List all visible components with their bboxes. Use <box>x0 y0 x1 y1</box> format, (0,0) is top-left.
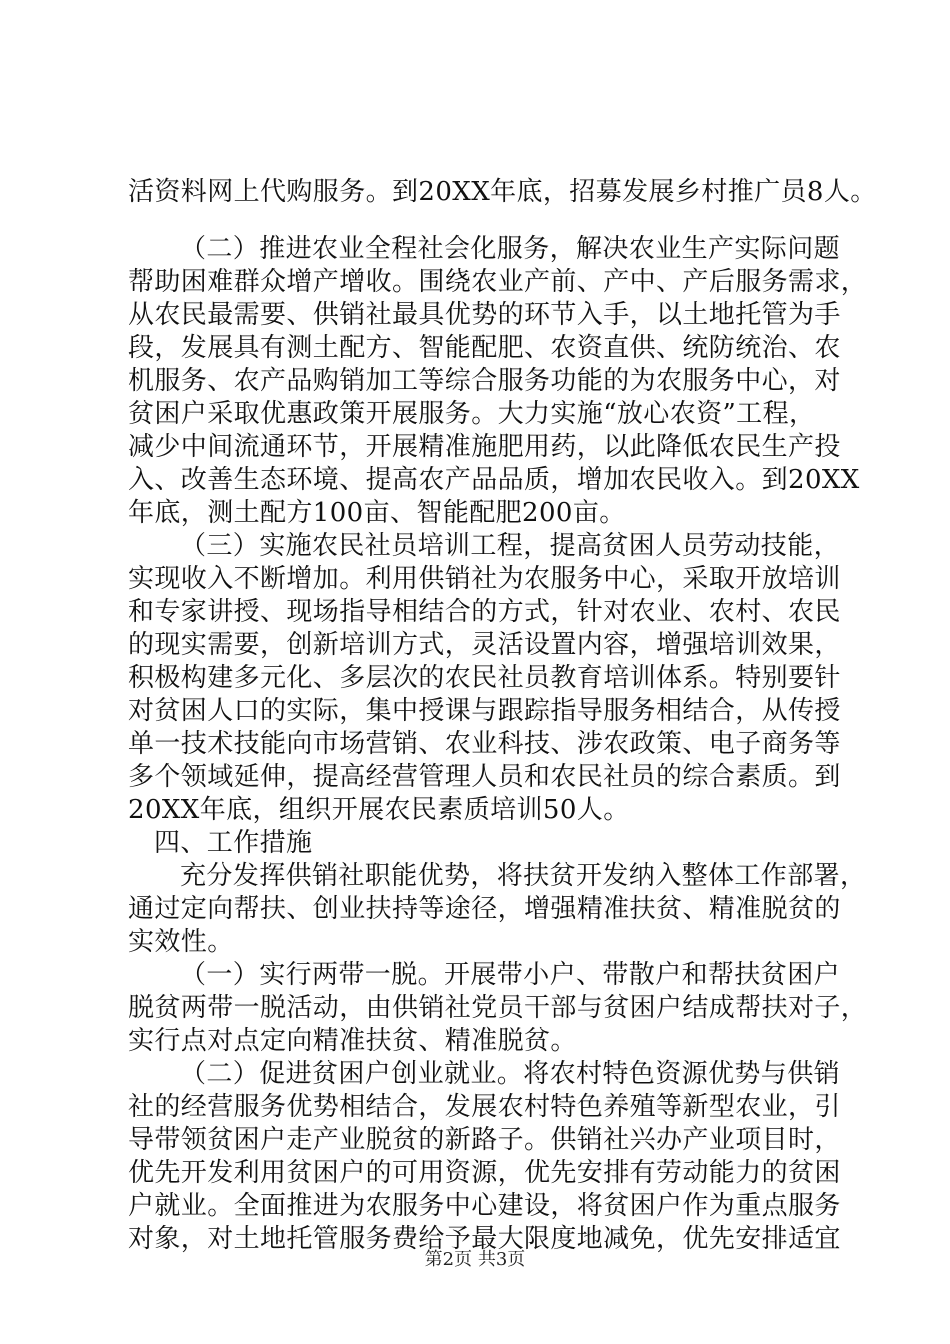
document-body <box>128 176 877 1256</box>
text-line: 活资料网上代购服务。到20XX年底，招募发展乡村推广员8人。 <box>128 177 877 207</box>
text-line: （三）实施农民社员培训工程，提高贫困人员劳动技能， <box>180 531 841 561</box>
text-line: 多个领域延伸，提高经营管理人员和农民社员的综合素质。到 <box>128 762 841 792</box>
text-line: 段，发展具有测土配方、智能配肥、农资直供、统防统治、农 <box>128 333 841 363</box>
text-line: （一）实行两带一脱。开展带小户、带散户和帮扶贫困户 <box>180 960 841 990</box>
text-line: 导带领贫困户走产业脱贫的新路子。供销社兴办产业项目时， <box>128 1125 841 1155</box>
page-number-footer: 第2页 共3页 <box>424 1249 526 1270</box>
text-line: （二）促进贫困户创业就业。将农村特色资源优势与供销 <box>180 1059 841 1089</box>
text-line: 对贫困人口的实际，集中授课与跟踪指导服务相结合，从传授 <box>128 696 841 726</box>
text-line: 减少中间流通环节，开展精准施肥用药，以此降低农民生产投 <box>128 432 841 462</box>
text-line: 贫困户采取优惠政策开展服务。大力实施“放心农资”工程， <box>128 399 816 429</box>
text-line: 从农民最需要、供销社最具优势的环节入手，以土地托管为手 <box>128 300 841 330</box>
paragraph-gap <box>128 209 828 233</box>
text-line: （二）推进农业全程社会化服务，解决农业生产实际问题 <box>180 234 841 264</box>
paragraph-measure-two <box>128 1058 841 1256</box>
text-line: 的现实需要，创新培训方式，灵活设置内容，增强培训效果， <box>128 630 841 660</box>
text-line: 实现收入不断增加。利用供销社为农服务中心，采取开放培训 <box>128 564 841 594</box>
text-line: 户就业。全面推进为农服务中心建设，将贫困户作为重点服务 <box>128 1191 841 1221</box>
paragraph-measure-one <box>128 959 868 1058</box>
text-line: 社的经营服务优势相结合，发展农村特色养殖等新型农业，引 <box>128 1092 841 1122</box>
section-heading: 四、工作措施 <box>154 828 313 858</box>
text-line: 帮助困难群众增产增收。围绕农业产前、产中、产后服务需求， <box>128 267 868 297</box>
text-line: 通过定向帮扶、创业扶持等途径，增强精准扶贫、精准脱贫的 <box>128 894 841 924</box>
text-line: 充分发挥供销社职能优势，将扶贫开发纳入整体工作部署， <box>180 861 867 891</box>
text-line: 实行点对点定向精准扶贫、精准脱贫。 <box>128 1026 577 1056</box>
text-line: 单一技术技能向市场营销、农业科技、涉农政策、电子商务等 <box>128 729 841 759</box>
text-line: 脱贫两带一脱活动，由供销社党员干部与贫困户结成帮扶对子， <box>128 993 868 1023</box>
paragraph-section-three <box>128 530 841 827</box>
text-line: 实效性。 <box>128 927 234 957</box>
text-line: 机服务、农产品购销加工等综合服务功能的为农服务中心，对 <box>128 366 841 396</box>
paragraph-section-four-intro <box>128 860 867 959</box>
text-line: 对象，对土地托管服务费给予最大限度地减免，优先安排适宜 <box>128 1224 841 1254</box>
text-line: 入、改善生态环境、提高农产品品质，增加农民收入。到20XX <box>128 465 860 495</box>
text-line: 年底，测土配方100亩、智能配肥200亩。 <box>128 498 626 528</box>
paragraph-section-two <box>128 233 868 530</box>
text-line: 20XX年底，组织开展农民素质培训50人。 <box>128 795 630 825</box>
text-line: 和专家讲授、现场指导相结合的方式，针对农业、农村、农民 <box>128 597 841 627</box>
text-line: 优先开发利用贫困户的可用资源，优先安排有劳动能力的贫困 <box>128 1158 841 1188</box>
text-line: 积极构建多元化、多层次的农民社员教育培训体系。特别要针 <box>128 663 841 693</box>
